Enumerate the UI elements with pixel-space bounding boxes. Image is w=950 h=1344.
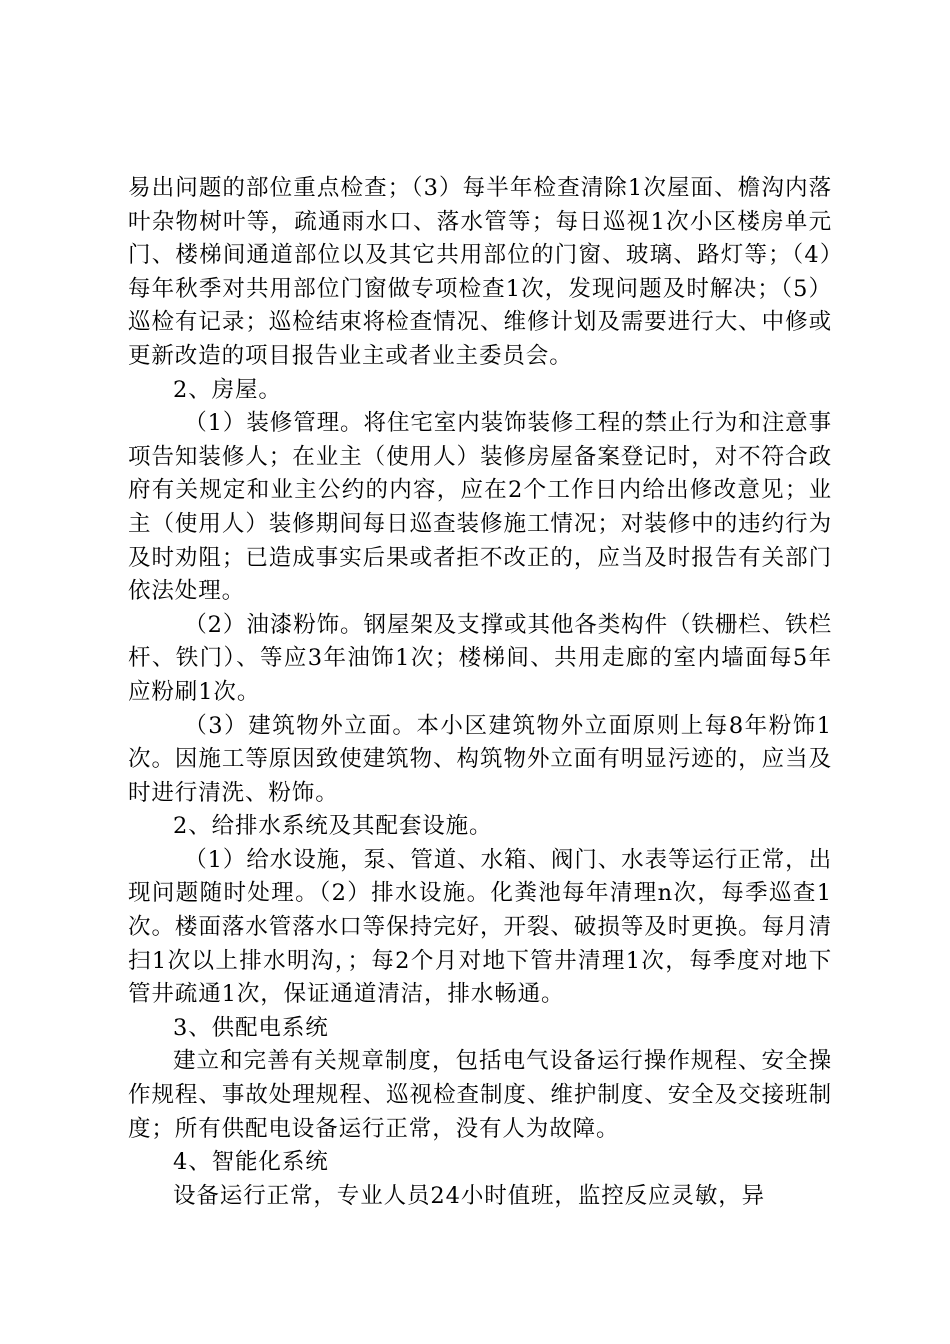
paragraph-building-facade: （3）建筑物外立面。本小区建筑物外立面原则上每8年粉饰1次。因施工等原因致使建筑物、构筑物外立面有明显污迹的，应当及时进行清洗、粉饰。 [128,712,832,806]
heading-housing: 2、房屋。 [173,376,282,403]
paragraph-paint-finishing: （2）油漆粉饰。钢屋架及支撑或其他各类构件（铁栅栏、铁栏杆、铁门）、等应3年油饰1次；楼梯间、共用走廊的室内墙面每5年应粉刷1次。 [128,611,832,705]
paragraph-intelligent-operation: 设备运行正常，专业人员24小时值班，监控反应灵敏，异 [173,1182,766,1209]
heading-water-system: 2、给排水系统及其配套设施。 [173,813,493,840]
heading-power-system: 3、供配电系统 [173,1014,329,1041]
paragraph-water-facilities: （1）给水设施，泵、管道、水箱、阀门、水表等运行正常，出现问题随时处理。（2）排水设施。化粪池每年清理n次，每季巡查1次。楼面落水管落水口等保持完好，开裂、破损等及时更换。每月清扫1次以上排水明沟，；每2个月对地下管井清理1次，每季度对地下管井疏通1次，保证通道清洁，排水畅通。 [128,846,832,1008]
paragraph-inspection-continued: 易出问题的部位重点检查；（3）每半年检查清除1次屋面、檐沟内落叶杂物树叶等，疏通雨水口、落水管等；每日巡视1次小区楼房单元门、楼梯间通道部位以及其它共用部位的门窗、玻璃、路灯等；（4）每年秋季对共用部位门窗做专项检查1次，发现问题及时解决；（5）巡检有记录；巡检结束将检查情况、维修计划及需要进行大、中修或更新改造的项目报告业主或者业主委员会。 [128,175,832,369]
paragraph-power-rules: 建立和完善有关规章制度，包括电气设备运行操作规程、安全操作规程、事故处理规程、巡视检查制度、维护制度、安全及交接班制度；所有供配电设备运行正常，没有人为故障。 [128,1048,832,1142]
heading-intelligent-system: 4、智能化系统 [173,1149,329,1176]
document-page [128,172,832,1213]
paragraph-renovation-management: （1）装修管理。将住宅室内装饰装修工程的禁止行为和注意事项告知装修人；在业主（使用人）装修房屋备案登记时，对不符合政府有关规定和业主公约的内容，应在2个工作日内给出修改意见；业主（使用人）装修期间每日巡查装修施工情况；对装修中的违约行为及时劝阻；已造成事实后果或者拒不改正的，应当及时报告有关部门依法处理。 [128,410,832,605]
